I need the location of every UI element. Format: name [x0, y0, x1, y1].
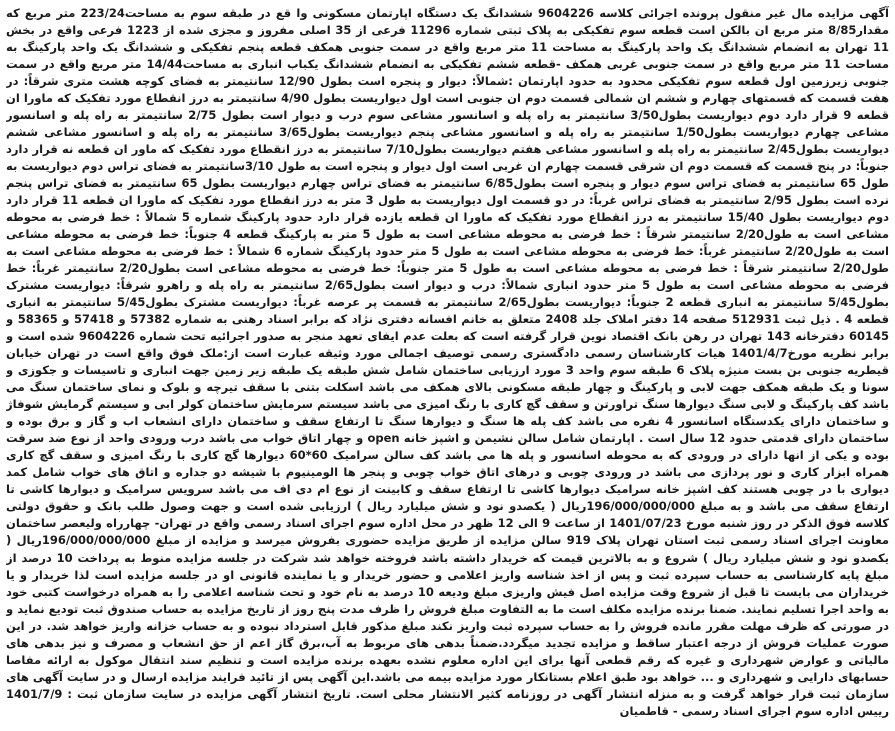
auction-notice-text: آگهی مزایده مال غیر منقول پرونده اجرائی کلاسه 9604226 ششدانگ یک دستگاه اپارتمان مسکونی وا قع در طبقه سوم به مساحت223/24 متر مربع که مقدار8/85 متر مربع ان بالکن است قطعه سوم تفکیکی به پلاک ثبتی شماره 11296 فرعی از 35 اصلی مفروز و مجزی شده از 1223 فرعی واقع در بخش 11 تهران به انضمام ششدانگ یک واحد پارکینگ به مساحت 11 متر مربع واقع در سمت جنوبی همکف قطعه پنجم تفکیکی و ششدانگ یک واحد پارکینگ به مساحت 11 متر مربع واقع در سمت جنوبی غربی همکف -قطعه ششم تفکیکی به انضمام ششدانگ یکباب انباری به مساحت14/44 متر مربع واقع در سمت جنوبی زیرزمین اول قطعه سوم تفکیکی محدود به حدود اپارتمان :شمالاً: دیوار و پنجره است بطول 12/90 سانتیمتر به فضای کوچه هشت متری شرقاً: در هفت قسمت که قسمتهای چهارم و ششم ان شمالی قسمت دوم ان جنوبی است اول دیواریست بطول 4/90 سانتیمتر به درز انقطاع مورد تفکیک که ماورا ان قطعه 9 قرار دارد دوم دیواریست بطول3/50 سانتیمتر به راه پله و اسانسور مشاعی سوم درب و دیوار است بطول 2/75 سانتیمتر به راه پله و اسانسور مشاعی چهارم دیواریست بطول1/50 سانتیمتر به راه پله و اسانسور مشاعی پنجم دیواریست بطول3/65 سانتیمتر به راه پله و اسانسور مشاعی ششم دیواریست بطول2/45 سانتیمتر به راه پله و اسانسور مشاعی هفتم دیواریست بطول7/10 سانتیمتر به درز انقطاع مورد تفکیک که ماور ان قطعه نه قرار دارد جنوباً: در پنج قسمت که قسمت دوم ان شرقی قسمت چهارم ان غربی است اول دیوار و پنجره است به طول 3/10سانتیمتر به فضای تراس دوم دیواریست به طول 65 سانتیمتر به فضای تراس سوم دیوار و پنجره است بطول6/85 سانتیمتر به فضای تراس چهارم دیواریست بطول 65 سانتیمتر به فضای تراس پنجم نرده است بطول 2/95 سانتیمتر به فضای تراس غرباً: در دو قسمت اول دیواریست به طول 3 متر به درز انقطاع مورد تفکیک که ماورا ان قطعه 11 قرار دارد دوم دیواریست بطول 15/40 سانتیمتر به درز انقطاع مورد تفکیک که ماورا ان قطعه یازده قرار دارد حدود پارکینگ شماره 5 شمالاً : خط فرضی به محوطه مشاعی است به طول2/20 سانتیمتر شرقاً : خط فرضی به محوطه مشاعی است به طول 5 متر به پارکینگ قطعه 4 جنوباً: خط فرضی به محوطه مشاعی است به طول2/20 سانتیمتر غرباً: خط فرضی به محوطه مشاعی است به طول 5 متر حدود پارکینگ شماره 6 شمالاً : خط فرضی به محوطه مشاعی است به طول2/20 سانتیمتر شرقاً : خط فرضی به محوطه مشاعی است به طول 5 متر جنوباً: خط فرضی به محوطه مشاعی است بطول2/20 سانتیمتر غرباً: خط فرضی به محوطه مشاعی است به طول 5 متر حدود انباری شمالاً: درب و دیوار است بطول2/65 سانتیمتر به راه پله و راهرو شرقاً: دیواریست مشترک بطول5/45 سانتیمتر به انباری قطعه 2 جنوباً: دیواریست بطول2/65 سانتیمتر به قسمت پر عرصه غرباً: دیواریست مشترک بطول5/45 سانتیمتر به انباری قطعه 4 . ذیل ثبت 512931 صفحه 14 دفتر املاک جلد 2408 متعلق به خانم افسانه دفتری نژاد که برابر اسناد رهنی به شماره 57382 و 57418 و 58365 و 60145 دفترخانه 143 تهران در رهن بانک اقتصاد نوین قرار گرفته است که بعلت عدم ایفای تعهد منجر به صدور اجرائیه تحت شماره 9604226 شده است و برابر نظریه مورخ1401/4/7 هیات کارشناسان رسمی دادگستری رسمی توصیف اجمالی مورد وثیقه عبارت است از:ملک فوق واقع است در تهران خیابان قیطریه جنوبی بن بست منیژه پلاک 6 طبقه سوم واحد 3 مورد ارزیابی ساختمان شامل شش طبقه یک طبقه زیر زمین جهت انباری و تاسیسات و جکوزی و سونا و یک طبقه همکف جهت لابی و پارکینگ و چهار طبقه مسکونی بالای همکف می باشد اسکلت بتنی با سقف تیرچه و بلوک و نمای ساختمان سنگ می باشد کف پارکینگ و لابی سنگ دیوارها سنگ تراورتن و سقف گچ کاری با رنگ امیزی می باشد سیستم سرمایش ساختمان کولر ابی و سیستم گرمایش شوفاژ و ساختمان دارای یکدستگاه اسانسور 4 نفره می باشد کف پله ها سنگ و دیوارها سنگ تا ارتفاع سقف و ساختمان دارای انشعاب اب و گاز و برق بوده و ساختمان دارای قدمتی حدود 12 سال است . اپارتمان شامل سالن نشیمن و اشپز خانه open و چهار اتاق خواب می باشد درب ورودی واحد از نوع ضد سرقت بوده و یکی از انها دارای در ورودی که به محوطه اسانسور و پله ها می باشد کف سالن سرامیک 60*60 دیوارها گچ کاری با رنگ امیزی و سقف گچ کاری همراه ابزار کاری و نور پردازی می باشد در ورودی چوبی و درهای اتاق خواب چوبی و پنجر ها الومینیوم با شیشه دو جداره و اتاق های خواب شامل کمد دیواری با در چوبی هستند کف اشپز خانه سرامیک دیوارها کاشی تا ارتفاع سقف و کابینت از نوع ام دی اف می باشد سرویس سرامیک و دیوارها کاشی تا ارتفاع سقف می باشد و به مبلغ 196/000/000/000ریال ( یکصدو نود و شش میلیارد ریال ) ارزیابی شده است و جهت وصول طلب بانک و حقوق دولتی کلاسه فوق الذکر در روز شنبه مورخ 1401/07/23 از ساعت 9 الی 12 ظهر در محل اداره سوم اجرای اسناد رسمی واقع در تهران- چهارراه ولیعصر ساختمان معاونت اجرای اسناد رسمی ثبت استان تهران پلاک 919 سالن مزایده از طریق مزایده حضوری بفروش میرسد و مزایده از مبلغ 196/000/000/000ریال ( یکصدو نود و شش میلیارد ریال ) شروع و به بالاترین قیمت که خریدار داشته باشد فروخته خواهد شد شرکت در جلسه مزایده منوط به پرداخت 10 درصد از مبلغ پایه کارشناسی به حساب سپرده ثبت و پس از اخذ شناسه واریز اعلامی و حضور خریدار و یا نماینده قانونی او در جلسه مزایده است لذا خریدار و یا خریداران می بایست تا قبل از شروع وقت مزایده اصل فیش واریزی مبلغ ودیعه 10 درصد به نام خود و تحت شناسه اعلامی را به همراه درخواست کتبی خود به واحد اجرا تسلیم نمایند. ضمنا برنده مزایده مکلف است ما به التفاوت مبلغ فروش را ظرف مدت پنج روز از تاریخ مزایده به حساب صندوق ثبت تودیع نماید و در صورتی که ظرف مهلت مقرر مانده فروش را به حساب سپرده ثبت واریز نکند مبلغ مذکور قابل استرداد نبوده و به حساب خزانه واریز خواهد شد. در این صورت عملیات فروش از درجه اعتبار ساقط و مزایده تجدید میگردد.ضمناً بدهی های مربوط به آب،برق گاز اعم از حق انشعاب و مصرف و نیز بدهی های مالیاتی و عوارض شهرداری و غیره که رقم قطعی آنها برای این اداره معلوم نشده بعهده برنده مزایده است و تنظیم سند انتقال موکول به ارائه مفاصا حسابهای دارایی و شهرداری و ... خواهد بود طبق اعلام بستانکار مورد مزایده بیمه می باشد.این آگهی پس از تائید فرایند مزایده ارسال و در سایت آگهی های سازمان ثبت قرار خواهد گرفت و به منزله انتشار آگهی در روزنامه کثیر الانتشار محلی است. تاریخ انتشار آگهی مزایده در سایت سازمان ثبت : 1401/7/9 رییس اداره سوم اجرای اسناد رسمی - قاطمیان: [6, 6, 889, 718]
